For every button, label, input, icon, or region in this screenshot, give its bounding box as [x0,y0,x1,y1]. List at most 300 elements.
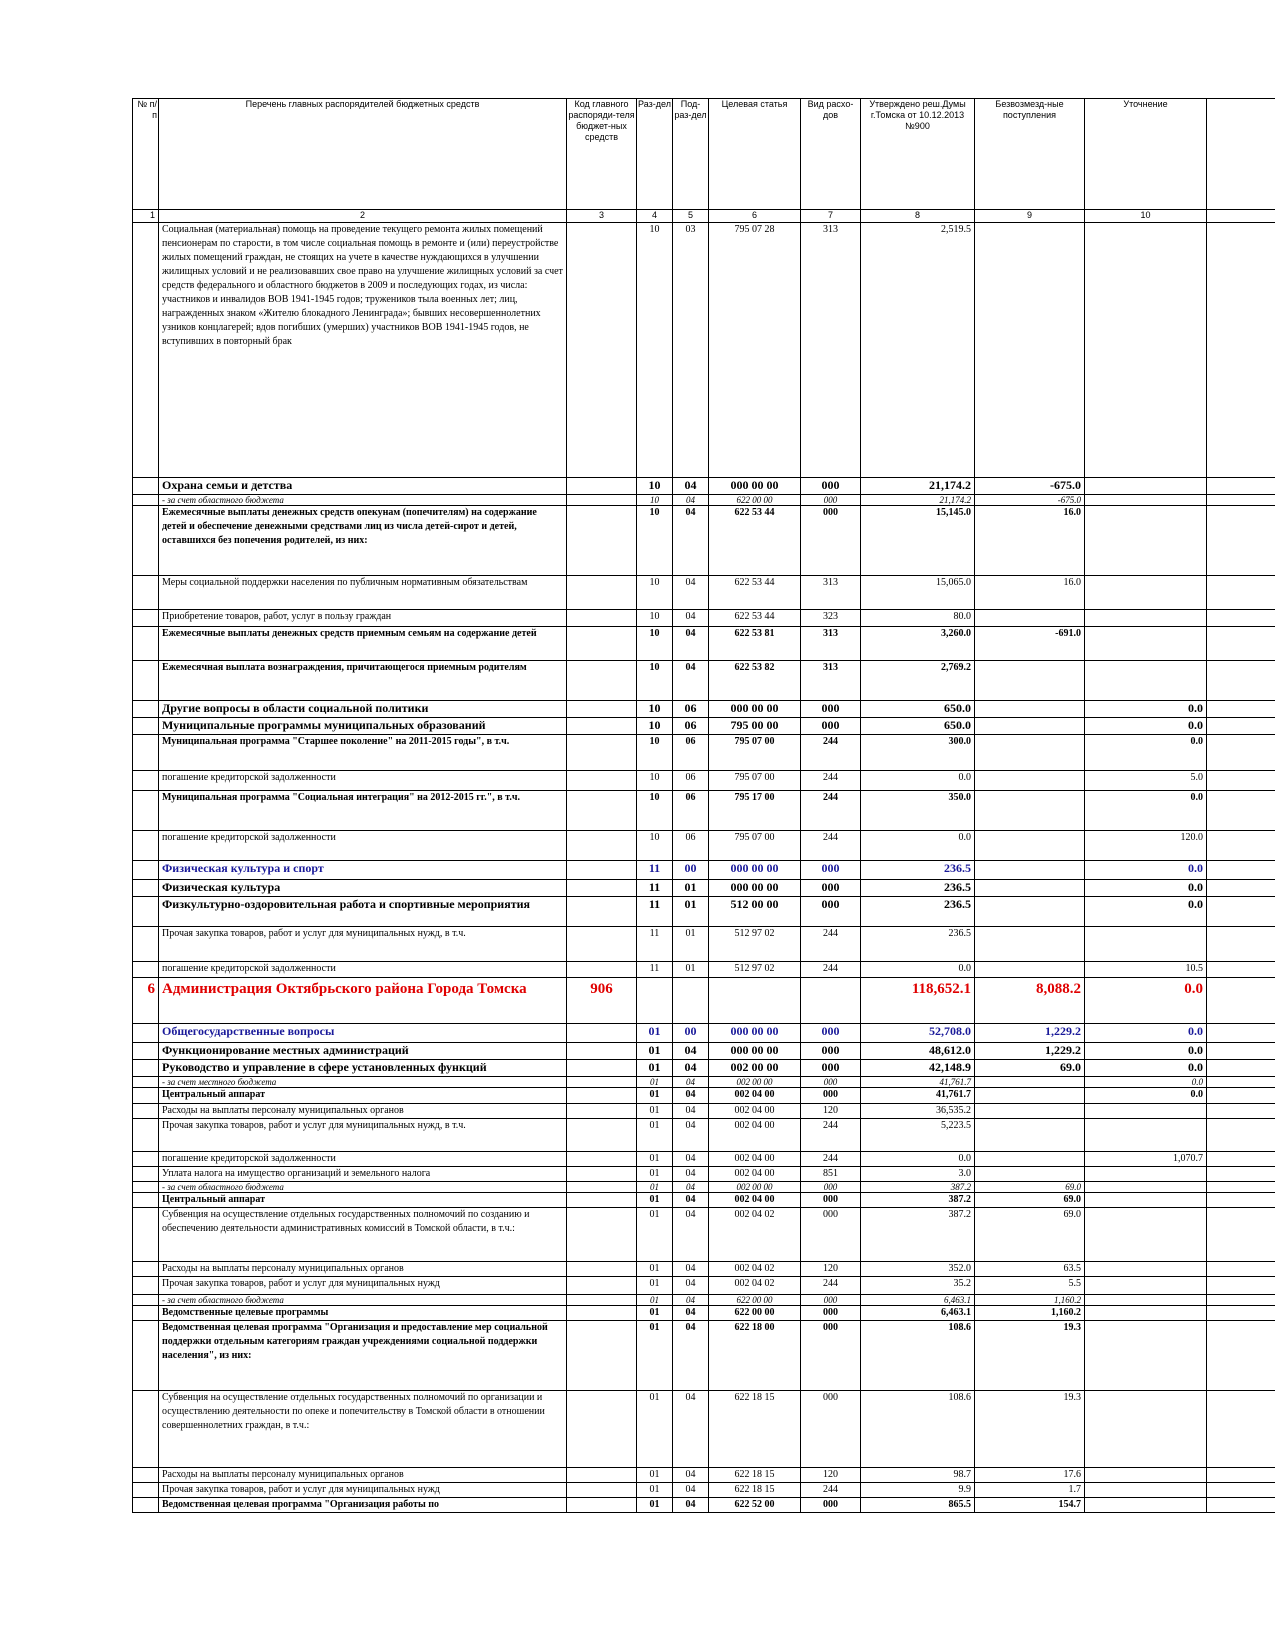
row-target-article: 512 00 00 [709,897,801,927]
row-free-receipts: 1,160.2 [975,1306,1085,1321]
row-expense-type: 000 [801,478,861,495]
row-target-article: 002 04 00 [709,1088,801,1104]
row-number [133,897,159,927]
row-target-article: 622 53 44 [709,506,801,576]
table-row [133,1391,1275,1468]
row-podrazdel: 04 [673,1077,709,1088]
row-code [567,1468,637,1483]
row-code [567,1043,637,1060]
row-podrazdel: 06 [673,791,709,831]
row-free-receipts: 8,088.2 [975,978,1085,1024]
row-free-receipts: 69.0 [975,1060,1085,1077]
row-clarification: 0.0 [1085,1077,1207,1088]
row-number [133,1391,159,1468]
row-name: Прочая закупка товаров, работ и услуг для муниципальных нужд [159,1277,567,1295]
row-approved-amount: 650.0 [861,701,975,718]
table-row [133,1295,1275,1306]
row-razdel: 10 [637,735,673,771]
row-expense-type [801,978,861,1024]
row-empty-cell [1207,506,1275,576]
row-approved-amount: 15,145.0 [861,506,975,576]
row-target-article: 512 97 02 [709,962,801,978]
budget-table [132,98,1275,1513]
row-code [567,735,637,771]
row-expense-type: 313 [801,627,861,661]
row-empty-cell [1207,1024,1275,1043]
column-number: 5 [673,210,709,223]
row-free-receipts: -675.0 [975,495,1085,506]
row-razdel [637,978,673,1024]
row-code [567,223,637,478]
row-razdel: 11 [637,962,673,978]
header-cell: Утверждено реш.Думы г.Томска от 10.12.2013 №900 [861,99,975,210]
row-name: Муниципальная программа "Старшее поколение" на 2011-2015 годы", в т.ч. [159,735,567,771]
row-name: погашение кредиторской задолженности [159,771,567,791]
row-name: Центральный аппарат [159,1193,567,1208]
row-clarification [1085,610,1207,627]
row-free-receipts [975,897,1085,927]
row-number [133,1167,159,1182]
table-row [133,223,1275,478]
row-free-receipts [975,927,1085,962]
row-empty-cell [1207,1295,1275,1306]
row-free-receipts [975,1088,1085,1104]
row-approved-amount: 80.0 [861,610,975,627]
row-free-receipts [975,718,1085,735]
row-expense-type: 000 [801,1306,861,1321]
row-clarification: 0.0 [1085,1060,1207,1077]
row-name: Ежемесячные выплаты денежных средств опекунам (попечителям) на содержание детей и обеспечение денежными средствами лиц из числа детей-сирот и детей, оставшихся без попечения родителей, из них: [159,506,567,576]
row-code [567,1167,637,1182]
row-code [567,1088,637,1104]
row-expense-type: 000 [801,880,861,897]
row-name: Муниципальная программа "Социальная интеграция" на 2012-2015 гг.", в т.ч. [159,791,567,831]
row-target-article: 000 00 00 [709,880,801,897]
row-code [567,495,637,506]
row-empty-cell [1207,610,1275,627]
row-approved-amount: 98.7 [861,1468,975,1483]
row-target-article: 622 18 15 [709,1483,801,1498]
row-free-receipts [975,223,1085,478]
row-expense-type: 000 [801,861,861,880]
row-expense-type: 000 [801,1208,861,1262]
header-cell: № п/п [133,99,159,210]
row-approved-amount: 35.2 [861,1277,975,1295]
row-name: Меры социальной поддержки населения по публичным нормативным обязательствам [159,576,567,610]
row-clarification [1085,1391,1207,1468]
row-code [567,1391,637,1468]
row-free-receipts: -691.0 [975,627,1085,661]
row-target-article: 002 04 02 [709,1277,801,1295]
row-empty-cell [1207,1277,1275,1295]
row-clarification [1085,1321,1207,1391]
row-target-article: 002 00 00 [709,1182,801,1193]
row-number [133,478,159,495]
row-number [133,1060,159,1077]
table-row [133,478,1275,495]
row-code [567,771,637,791]
row-podrazdel: 04 [673,1391,709,1468]
row-approved-amount: 865.5 [861,1498,975,1513]
row-podrazdel: 06 [673,735,709,771]
row-approved-amount: 6,463.1 [861,1295,975,1306]
column-number: 3 [567,210,637,223]
row-razdel: 10 [637,495,673,506]
row-clarification [1085,1119,1207,1152]
row-free-receipts: 16.0 [975,506,1085,576]
row-podrazdel: 04 [673,1152,709,1167]
row-target-article: 795 07 00 [709,831,801,861]
column-number-empty [1207,210,1275,223]
row-name: Физическая культура [159,880,567,897]
row-code [567,661,637,701]
table-row [133,1088,1275,1104]
row-approved-amount: 15,065.0 [861,576,975,610]
row-name: Ведомственная целевая программа "Организация и предоставление мер социальной поддержки отдельным категориям граждан учреждениями социальной поддержки населения", из них: [159,1321,567,1391]
row-empty-cell [1207,978,1275,1024]
row-approved-amount: 3.0 [861,1167,975,1182]
row-clarification: 0.0 [1085,1043,1207,1060]
row-name: Администрация Октябрьского района Города Томска [159,978,567,1024]
row-code [567,701,637,718]
row-empty-cell [1207,1088,1275,1104]
row-razdel: 01 [637,1306,673,1321]
row-podrazdel: 04 [673,495,709,506]
row-expense-type: 244 [801,735,861,771]
header-cell: Вид расхо-дов [801,99,861,210]
row-code [567,1277,637,1295]
row-code: 906 [567,978,637,1024]
row-approved-amount: 350.0 [861,791,975,831]
row-empty-cell [1207,1306,1275,1321]
row-expense-type: 244 [801,1152,861,1167]
row-number [133,1024,159,1043]
row-target-article: 002 04 00 [709,1119,801,1152]
row-free-receipts [975,661,1085,701]
row-free-receipts: 1.7 [975,1483,1085,1498]
table-row [133,962,1275,978]
row-clarification: 0.0 [1085,978,1207,1024]
row-empty-cell [1207,1119,1275,1152]
row-razdel: 10 [637,701,673,718]
row-expense-type: 000 [801,1182,861,1193]
row-free-receipts: 1,160.2 [975,1295,1085,1306]
row-name: Ежемесячные выплаты денежных средств приемным семьям на содержание детей [159,627,567,661]
row-name: погашение кредиторской задолженности [159,1152,567,1167]
row-target-article: 622 52 00 [709,1498,801,1513]
column-number: 4 [637,210,673,223]
row-target-article: 795 00 00 [709,718,801,735]
row-clarification [1085,1483,1207,1498]
table-row [133,791,1275,831]
table-row [133,1208,1275,1262]
row-approved-amount: 236.5 [861,927,975,962]
row-number [133,1277,159,1295]
row-target-article: 002 04 02 [709,1208,801,1262]
row-empty-cell [1207,576,1275,610]
row-number [133,1262,159,1277]
row-empty-cell [1207,1077,1275,1088]
row-clarification [1085,223,1207,478]
row-free-receipts [975,771,1085,791]
row-approved-amount: 21,174.2 [861,478,975,495]
row-name: Расходы на выплаты персоналу муниципальных органов [159,1104,567,1119]
table-row [133,1043,1275,1060]
row-empty-cell [1207,1262,1275,1277]
table-row [133,506,1275,576]
row-razdel: 01 [637,1468,673,1483]
row-code [567,880,637,897]
row-target-article: 002 00 00 [709,1077,801,1088]
row-code [567,1208,637,1262]
row-name: Общегосударственные вопросы [159,1024,567,1043]
row-podrazdel [673,978,709,1024]
row-name: Руководство и управление в сфере установленных функций [159,1060,567,1077]
row-podrazdel: 03 [673,223,709,478]
row-razdel: 10 [637,610,673,627]
row-empty-cell [1207,627,1275,661]
row-free-receipts: 63.5 [975,1262,1085,1277]
row-razdel: 01 [637,1043,673,1060]
row-clarification: 0.0 [1085,1024,1207,1043]
table-row [133,861,1275,880]
row-number [133,1208,159,1262]
row-code [567,962,637,978]
row-target-article [709,978,801,1024]
row-empty-cell [1207,1104,1275,1119]
row-empty-cell [1207,791,1275,831]
row-number [133,1193,159,1208]
row-code [567,718,637,735]
row-podrazdel: 04 [673,610,709,627]
row-podrazdel: 04 [673,1321,709,1391]
table-row [133,1152,1275,1167]
row-free-receipts [975,610,1085,627]
row-podrazdel: 04 [673,1167,709,1182]
row-approved-amount: 650.0 [861,718,975,735]
row-free-receipts [975,1119,1085,1152]
row-clarification: 0.0 [1085,861,1207,880]
row-clarification: 0.0 [1085,1088,1207,1104]
row-code [567,1024,637,1043]
row-approved-amount: 0.0 [861,831,975,861]
row-code [567,1119,637,1152]
row-podrazdel: 04 [673,1043,709,1060]
row-approved-amount: 352.0 [861,1262,975,1277]
table-row [133,701,1275,718]
row-free-receipts [975,791,1085,831]
row-clarification [1085,1277,1207,1295]
row-expense-type: 313 [801,661,861,701]
row-number [133,1498,159,1513]
header-cell: Целевая статья [709,99,801,210]
row-name: Функционирование местных администраций [159,1043,567,1060]
row-number [133,1043,159,1060]
header-cell: Безвозмезд-ные поступления [975,99,1085,210]
row-name: - за счет областного бюджета [159,1295,567,1306]
row-target-article: 622 00 00 [709,1306,801,1321]
row-expense-type: 120 [801,1104,861,1119]
row-empty-cell [1207,1193,1275,1208]
row-empty-cell [1207,495,1275,506]
row-code [567,1152,637,1167]
row-target-article: 795 07 00 [709,735,801,771]
row-target-article: 000 00 00 [709,1024,801,1043]
row-razdel: 01 [637,1295,673,1306]
row-empty-cell [1207,718,1275,735]
row-name: Субвенция на осуществление отдельных государственных полномочий по созданию и обеспечению деятельности административных комиссий в Томской области, в т.ч.: [159,1208,567,1262]
row-approved-amount: 41,761.7 [861,1088,975,1104]
row-podrazdel: 06 [673,718,709,735]
row-number [133,661,159,701]
column-number: 7 [801,210,861,223]
row-clarification [1085,576,1207,610]
row-razdel: 01 [637,1104,673,1119]
row-expense-type: 323 [801,610,861,627]
row-expense-type: 244 [801,927,861,962]
row-name: Расходы на выплаты персоналу муниципальных органов [159,1262,567,1277]
row-expense-type: 000 [801,1043,861,1060]
row-number [133,1468,159,1483]
column-number: 1 [133,210,159,223]
table-row [133,495,1275,506]
row-code [567,927,637,962]
row-empty-cell [1207,1060,1275,1077]
row-razdel: 10 [637,831,673,861]
row-code [567,1104,637,1119]
row-empty-cell [1207,861,1275,880]
row-code [567,1262,637,1277]
row-target-article: 622 53 81 [709,627,801,661]
row-empty-cell [1207,478,1275,495]
row-podrazdel: 04 [673,576,709,610]
row-razdel: 10 [637,627,673,661]
row-free-receipts: -675.0 [975,478,1085,495]
row-razdel: 10 [637,478,673,495]
row-code [567,1060,637,1077]
row-code [567,610,637,627]
row-target-article: 622 18 15 [709,1468,801,1483]
row-expense-type: 000 [801,1077,861,1088]
row-clarification [1085,1306,1207,1321]
row-name: Прочая закупка товаров, работ и услуг для муниципальных нужд, в т.ч. [159,927,567,962]
row-razdel: 10 [637,576,673,610]
table-row [133,1167,1275,1182]
row-clarification: 120.0 [1085,831,1207,861]
table-row [133,880,1275,897]
row-razdel: 10 [637,661,673,701]
table-row [133,576,1275,610]
row-podrazdel: 04 [673,1104,709,1119]
row-empty-cell [1207,1167,1275,1182]
header-cell: Раз-дел [637,99,673,210]
row-clarification: 0.0 [1085,791,1207,831]
row-clarification [1085,506,1207,576]
row-name: - за счет местного бюджета [159,1077,567,1088]
row-podrazdel: 04 [673,478,709,495]
row-number [133,718,159,735]
row-name: погашение кредиторской задолженности [159,831,567,861]
row-podrazdel: 04 [673,1193,709,1208]
row-number [133,735,159,771]
row-empty-cell [1207,1043,1275,1060]
column-number-row [133,210,1275,223]
row-razdel: 01 [637,1167,673,1182]
row-approved-amount: 52,708.0 [861,1024,975,1043]
row-empty-cell [1207,962,1275,978]
row-name: - за счет областного бюджета [159,495,567,506]
row-number [133,576,159,610]
row-razdel: 11 [637,927,673,962]
row-expense-type: 313 [801,576,861,610]
row-number [133,1321,159,1391]
row-razdel: 10 [637,771,673,791]
table-row [133,1024,1275,1043]
row-clarification [1085,627,1207,661]
row-podrazdel: 00 [673,1024,709,1043]
row-podrazdel: 04 [673,1060,709,1077]
row-razdel: 01 [637,1277,673,1295]
header-cell-empty [1207,99,1275,210]
row-number [133,880,159,897]
column-number: 10 [1085,210,1207,223]
row-free-receipts: 1,229.2 [975,1043,1085,1060]
row-free-receipts: 19.3 [975,1321,1085,1391]
table-row [133,978,1275,1024]
row-clarification [1085,478,1207,495]
row-free-receipts: 69.0 [975,1208,1085,1262]
row-clarification: 1,070.7 [1085,1152,1207,1167]
row-target-article: 002 00 00 [709,1060,801,1077]
row-name: Субвенция на осуществление отдельных государственных полномочий по организации и осуществлению деятельности по опеке и попечительству в Томской области в отношении совершеннолетних граждан, в т.ч.: [159,1391,567,1468]
row-free-receipts: 5.5 [975,1277,1085,1295]
row-target-article: 002 04 02 [709,1262,801,1277]
table-row [133,1119,1275,1152]
row-approved-amount: 41,761.7 [861,1077,975,1088]
row-code [567,1295,637,1306]
row-empty-cell [1207,223,1275,478]
row-number [133,610,159,627]
column-number: 8 [861,210,975,223]
row-expense-type: 244 [801,1119,861,1152]
row-number [133,495,159,506]
table-row [133,661,1275,701]
row-podrazdel: 06 [673,771,709,791]
row-name: Ведомственные целевые программы [159,1306,567,1321]
row-code [567,627,637,661]
row-approved-amount: 118,652.1 [861,978,975,1024]
row-expense-type: 000 [801,1193,861,1208]
row-expense-type: 000 [801,1498,861,1513]
row-free-receipts [975,701,1085,718]
row-target-article: 000 00 00 [709,478,801,495]
row-approved-amount: 387.2 [861,1193,975,1208]
row-name: Расходы на выплаты персоналу муниципальных органов [159,1468,567,1483]
row-expense-type: 000 [801,897,861,927]
row-expense-type: 313 [801,223,861,478]
column-number: 2 [159,210,567,223]
row-empty-cell [1207,1208,1275,1262]
row-empty-cell [1207,701,1275,718]
row-razdel: 01 [637,1060,673,1077]
row-free-receipts [975,735,1085,771]
row-approved-amount: 300.0 [861,735,975,771]
row-code [567,1193,637,1208]
row-razdel: 01 [637,1321,673,1391]
row-razdel: 11 [637,880,673,897]
row-clarification [1085,1262,1207,1277]
table-row [133,897,1275,927]
